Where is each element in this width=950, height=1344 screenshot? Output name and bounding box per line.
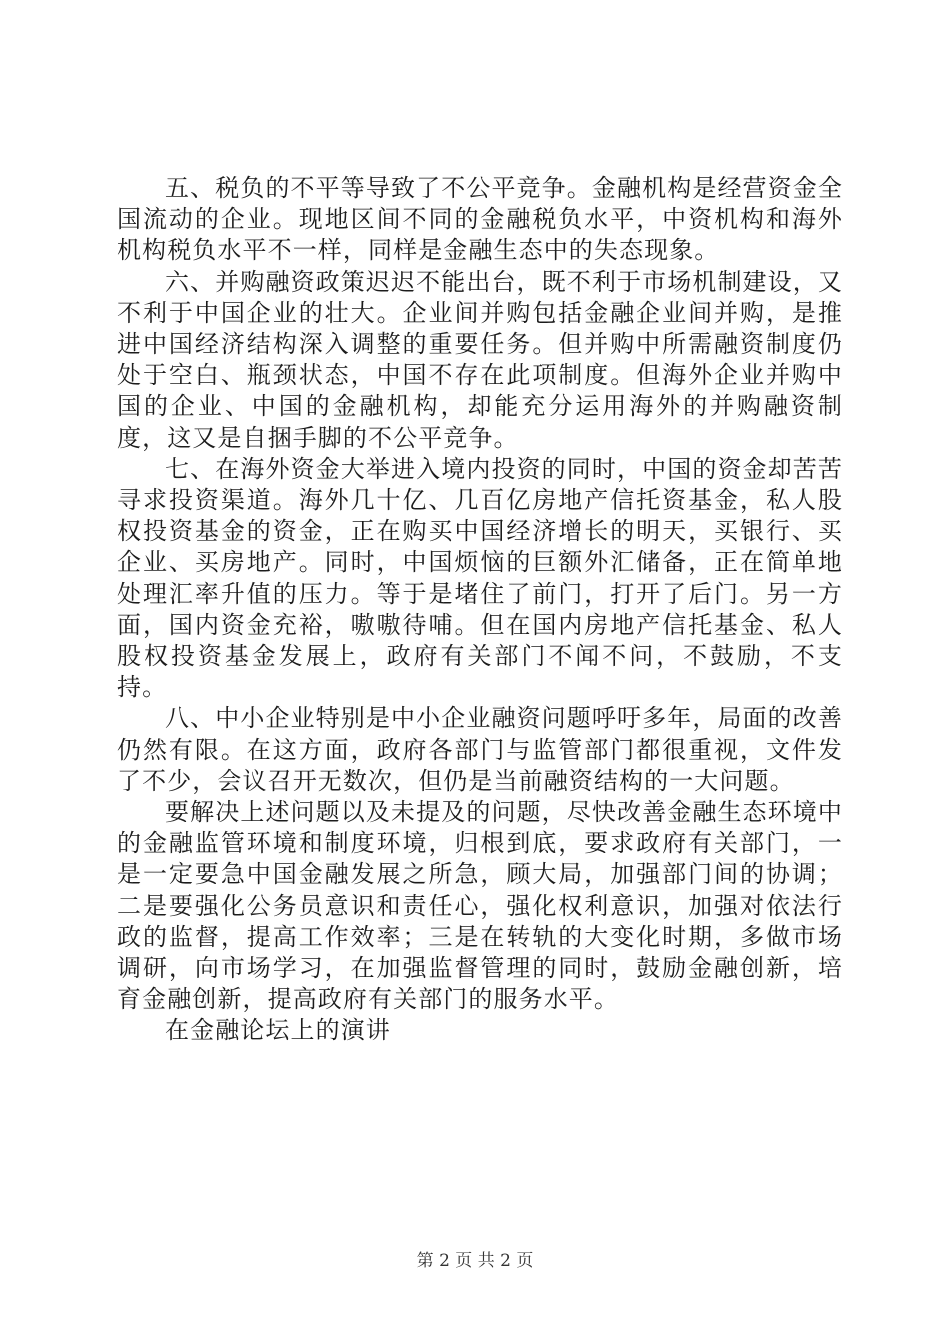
document-body (117, 173, 843, 1047)
paragraph-merger-financing: 六、并购融资政策迟迟不能出台，既不利于市场机制建设，又不利于中国企业的壮大。企业间并购包括金融企业间并购，是推进中国经济结构深入调整的重要任务。但并购中所需融资制度仍处于空白、瓶颈状态，中国不存在此项制度。但海外企业并购中国的企业、中国的金融机构，却能充分运用海外的并购融资制度，这又是自捆手脚的不公平竞争。 (117, 267, 843, 452)
page-number-footer: 第 2 页 共 2 页 (416, 1251, 534, 1271)
paragraph-conclusion: 要解决上述问题以及未提及的问题，尽快改善金融生态环境中的金融监管环境和制度环境，归根到底，要求政府有关部门，一是一定要急中国金融发展之所急，顾大局，加强部门间的协调；二是要强化公务员意识和责任心，强化权利意识，加强对依法行政的监督，提高工作效率；三是在转轨的大变化时期，多做市场调研，向市场学习，在加强监督管理的同时，鼓励金融创新，培育金融创新，提高政府有关部门的服务水平。 (117, 798, 843, 1014)
paragraph-sme-financing: 八、中小企业特别是中小企业融资问题呼吁多年，局面的改善仍然有限。在这方面，政府各部门与监管部门都很重视，文件发了不少，会议召开无数次，但仍是当前融资结构的一大问题。 (117, 704, 843, 795)
paragraph-speech-title: 在金融论坛上的演讲 (165, 1016, 391, 1045)
paragraph-overseas-capital: 七、在海外资金大举进入境内投资的同时，中国的资金却苦苦寻求投资渠道。海外几十亿、几百亿房地产信托资基金，私人股权投资基金的资金，正在购买中国经济增长的明天，买银行、买企业、买房地产。同时，中国烦恼的巨额外汇储备，正在简单地处理汇率升值的压力。等于是堵住了前门，打开了后门。另一方面，国内资金充裕，嗷嗷待哺。但在国内房地产信托基金、私人股权投资基金发展上，政府有关部门不闻不问，不鼓励，不支持。 (117, 454, 843, 702)
paragraph-tax-burden: 五、税负的不平等导致了不公平竞争。金融机构是经营资金全国流动的企业。现地区间不同的金融税负水平，中资机构和海外机构税负水平不一样，同样是金融生态中的失态现象。 (117, 174, 843, 265)
